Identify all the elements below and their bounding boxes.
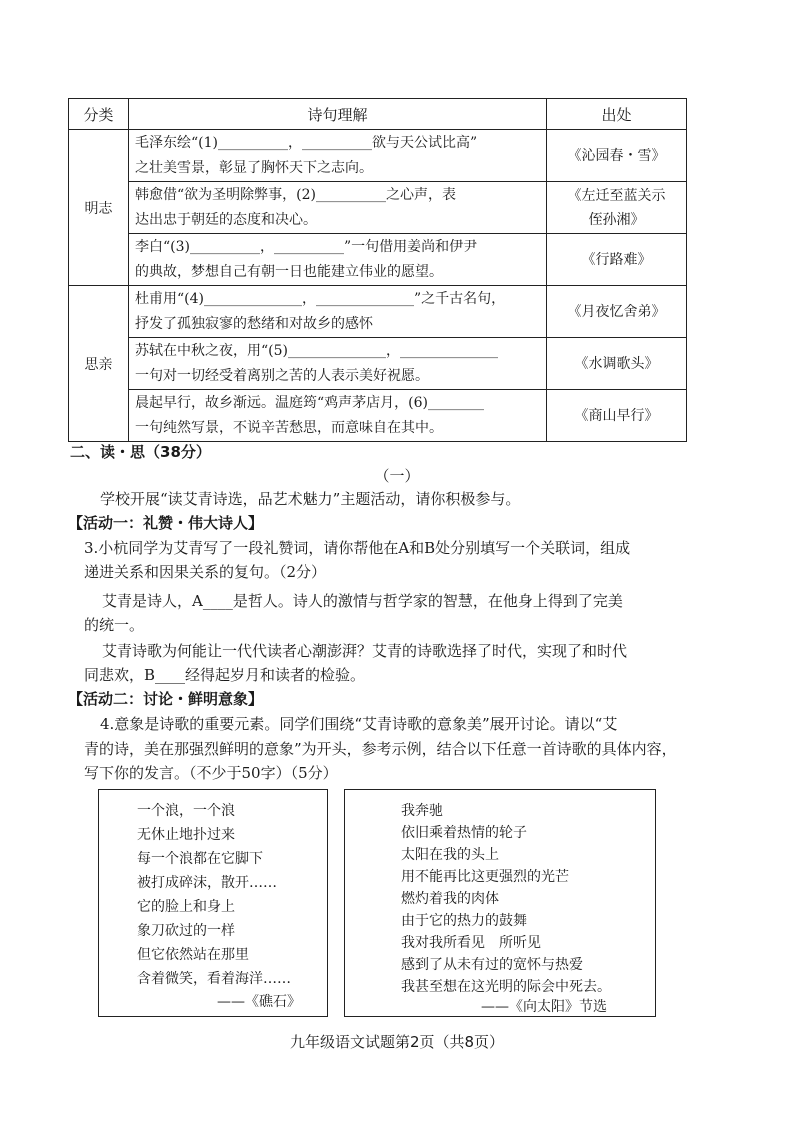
table-row	[69, 182, 687, 234]
poem-line: 燃灼着我的肉体	[401, 891, 499, 907]
praise-text-line[interactable]: 艾青是诗人，A____是哲人。诗人的激情与哲学家的智慧，在他身上得到了完美	[102, 592, 623, 610]
category-cell: 明志	[69, 130, 129, 286]
source-cell	[547, 182, 687, 234]
poem-line: 我奔驰	[401, 803, 443, 819]
poem-line: 含着微笑，看着海洋……	[137, 971, 291, 987]
section-heading: 二、读・思（38分）	[70, 443, 211, 461]
verse-line: 毛泽东绘“(1)__________，__________欲与天公试比高”	[135, 134, 478, 151]
activity-two-heading: 【活动二：讨论・鲜明意象】	[68, 690, 264, 708]
source-line: 《水调歌头》	[574, 355, 659, 372]
verse-line: 苏轼在中秋之夜，用“(5)______________，______________	[135, 342, 498, 359]
question-3-line: 递进关系和因果关系的复句。（2分）	[84, 563, 327, 581]
source-line: 《行路难》	[581, 251, 652, 268]
verse-line: 的典故，梦想自己有朝一日也能建立伟业的愿望。	[135, 263, 443, 280]
poem-line: 感到了从未有过的宽怀与热爱	[401, 957, 583, 973]
table-row	[69, 390, 687, 442]
table-row	[69, 338, 687, 390]
source-cell	[547, 234, 687, 286]
poem-source: ——《礁石》	[217, 994, 301, 1010]
verse-cell[interactable]	[129, 234, 547, 286]
poem-line: 它的脸上和身上	[137, 899, 235, 915]
question-4-line: 4.意象是诗歌的重要元素。同学们围绕“艾青诗歌的意象美”展开讨论。请以“艾	[100, 715, 618, 733]
poem-line: 依旧乘着热情的轮子	[401, 825, 527, 841]
poem-line: 我对我所看见 所听见	[401, 935, 541, 951]
header-category: 分类	[69, 99, 129, 130]
poetry-table	[68, 98, 687, 442]
verse-line: 之壮美雪景，彰显了胸怀天下之志向。	[135, 159, 373, 176]
verse-line: 达出忠于朝廷的态度和决心。	[135, 211, 317, 228]
source-line: 《左迁至蓝关示	[567, 187, 666, 204]
verse-cell[interactable]	[129, 130, 547, 182]
source-line: 《沁园春・雪》	[567, 147, 666, 164]
table-row	[69, 130, 687, 182]
praise-text-line: 艾青诗歌为何能让一代代读者心潮澎湃？艾青的诗歌选择了时代，实现了和时代	[102, 642, 628, 660]
poem-line: 太阳在我的头上	[401, 847, 499, 863]
source-cell	[547, 338, 687, 390]
verse-line: 韩愈借“欲为圣明除弊事，(2)__________之心声，表	[135, 186, 456, 203]
question-4-line: 青的诗，美在那强烈鲜明的意象”为开头，参考示例，结合以下任意一首诗歌的具体内容，	[84, 740, 677, 758]
question-4-line: 写下你的发言。（不少于50字）（5分）	[84, 764, 338, 782]
table-header-row	[69, 99, 687, 130]
verse-line: 一句对一切经受着离别之苦的人表示美好祝愿。	[135, 367, 429, 384]
poem-box-to-the-sun	[344, 789, 656, 1017]
intro-text: 学校开展“读艾青诗选，品艺术魅力”主题活动，请你积极参与。	[100, 490, 521, 508]
verse-line: 抒发了孤独寂寥的愁绪和对故乡的感怀	[135, 315, 373, 332]
poem-line: 无休止地扑过来	[137, 827, 235, 843]
category-cell: 思亲	[69, 286, 129, 442]
verse-line: 李白“(3)__________，__________”一句借用姜尚和伊尹	[135, 238, 478, 255]
verse-cell[interactable]	[129, 286, 547, 338]
poem-line: 每一个浪都在它脚下	[137, 851, 263, 867]
source-cell	[547, 390, 687, 442]
verse-line: 晨起早行，故乡渐远。温庭筠“鸡声茅店月，(6)________	[135, 394, 484, 411]
poem-line: 我甚至想在这光明的际会中死去。	[401, 979, 611, 995]
header-source: 出处	[547, 99, 687, 130]
subsection-number: （一）	[374, 467, 420, 485]
verse-line: 一句纯然写景，不说辛苦愁思，而意味自在其中。	[135, 419, 443, 436]
table-row	[69, 234, 687, 286]
verse-cell[interactable]	[129, 338, 547, 390]
source-line: 侄孙湘》	[588, 211, 645, 228]
page-footer: 九年级语文试题第2页（共8页）	[289, 1033, 505, 1051]
verse-cell[interactable]	[129, 390, 547, 442]
source-line: 《月夜忆舍弟》	[567, 303, 666, 320]
praise-text-line: 的统一。	[84, 616, 145, 634]
source-line: 《商山早行》	[574, 407, 659, 424]
source-cell	[547, 286, 687, 338]
poem-line: 用不能再比这更强烈的光芒	[401, 869, 569, 885]
verse-cell[interactable]	[129, 182, 547, 234]
poem-line: 但它依然站在那里	[137, 947, 249, 963]
poem-line: 被打成碎沫，散开……	[137, 875, 277, 891]
verse-line: 杜甫用“(4)______________，______________”之千古名句，	[135, 290, 506, 307]
question-3-line: 3.小杭同学为艾青写了一段礼赞词，请你帮他在A和B处分别填写一个关联词，组成	[84, 539, 631, 557]
header-understanding: 诗句理解	[129, 99, 547, 130]
poem-source: ——《向太阳》节选	[481, 999, 607, 1015]
poem-line: 象刀砍过的一样	[137, 923, 235, 939]
source-cell	[547, 130, 687, 182]
activity-one-heading: 【活动一：礼赞・伟大诗人】	[68, 514, 264, 532]
praise-text-line[interactable]: 同悲欢，B____经得起岁月和读者的检验。	[84, 666, 366, 684]
poem-line: 由于它的热力的鼓舞	[401, 913, 527, 929]
table-row	[69, 286, 687, 338]
poem-line: 一个浪，一个浪	[137, 803, 235, 819]
poem-box-reef	[98, 789, 328, 1017]
